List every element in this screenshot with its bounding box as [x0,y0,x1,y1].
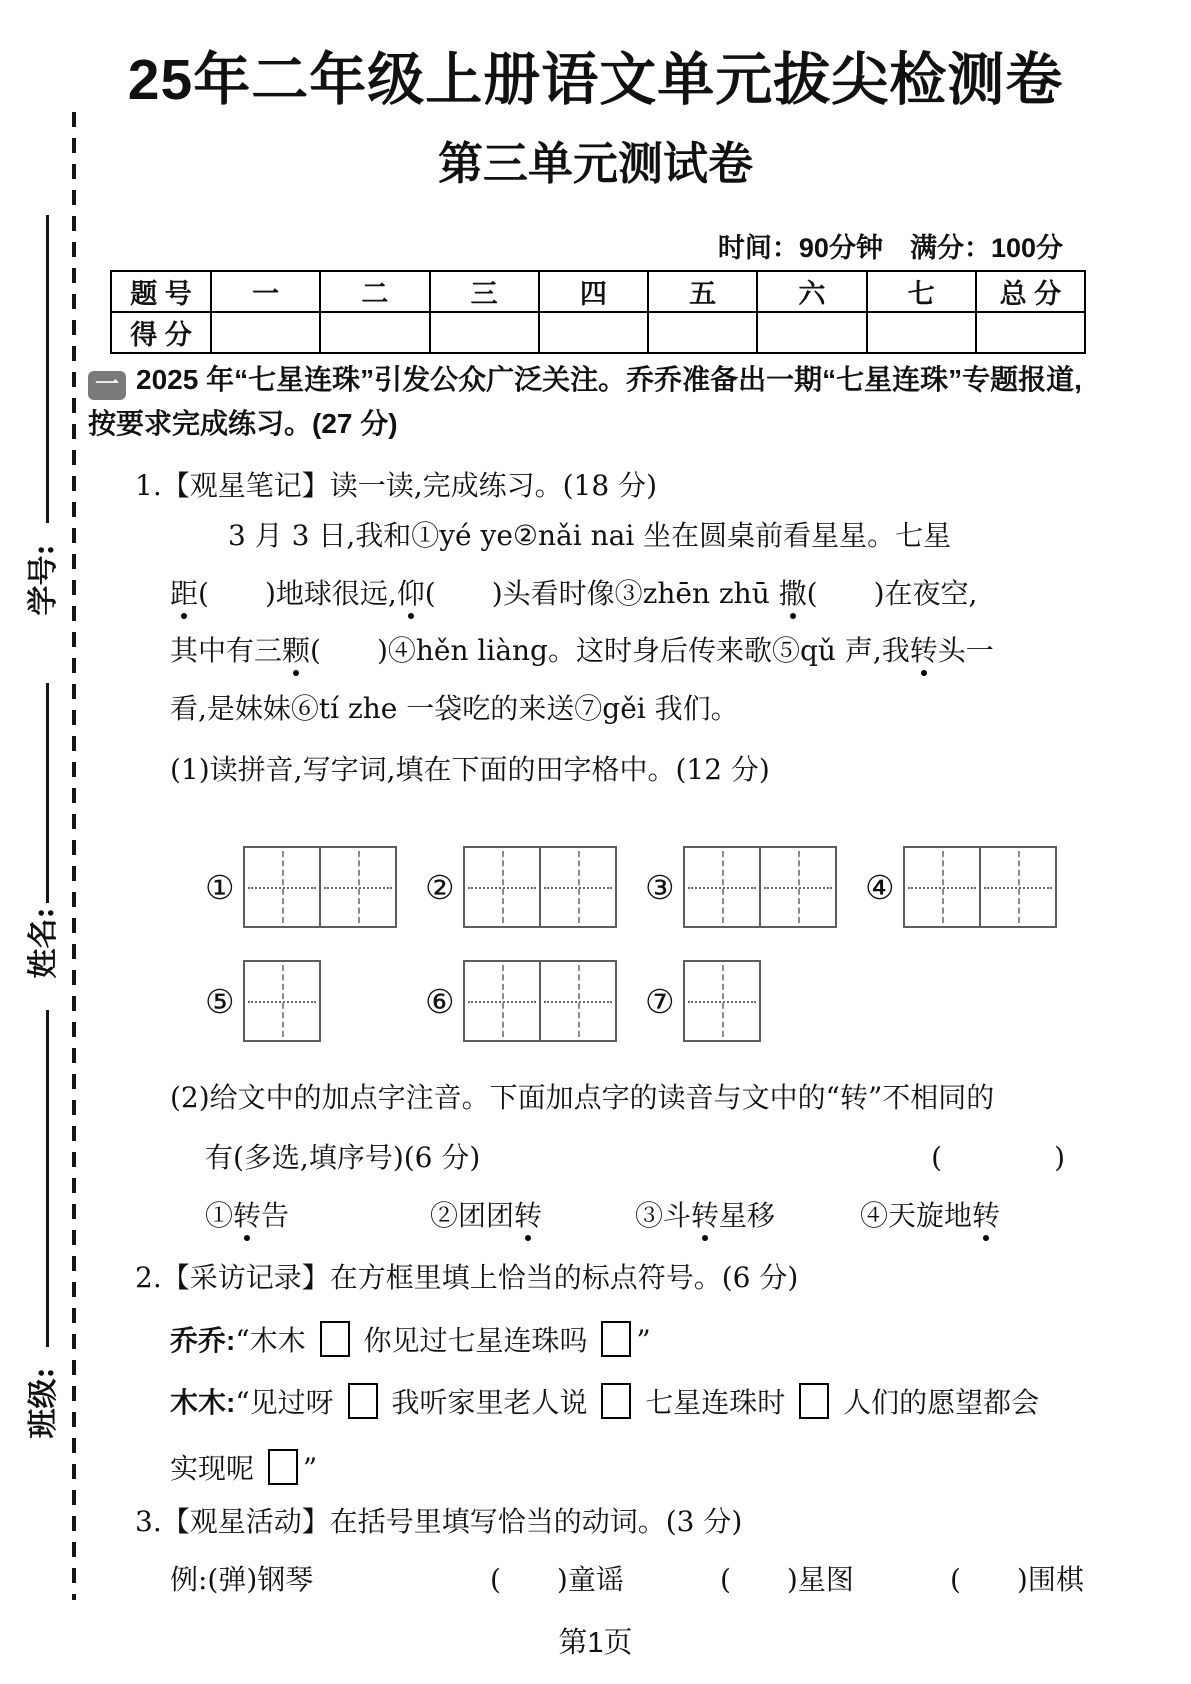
option-4: ④天旋地转 [860,1199,1001,1232]
score-cell[interactable] [211,312,320,353]
q1-sub2-options [205,1196,1085,1236]
q3-stem: 3.【观星活动】在括号里填写恰当的动词。(3 分) [135,1505,743,1538]
score-col-2: 二 [320,271,429,312]
grid-label-3: ③ [645,867,675,907]
page-number: 第1页 [558,1627,633,1659]
tianzige-group-3 [645,846,865,928]
student-id-write-line[interactable] [46,215,49,523]
q2-stem: 2.【采访记录】在方框里填上恰当的标点符号。(6 分) [135,1261,799,1294]
page-title: 25年二年级上册语文单元拔尖检测卷 [127,48,1064,112]
score-table-row2-label: 得 分 [111,312,211,353]
q1-sub1-stem: (1)读拼音,写字词,填在下面的田字格中。(12 分) [170,753,770,786]
score-table-row1-label: 题 号 [111,271,211,312]
score-cell[interactable] [757,312,866,353]
grid-label-6: ⑥ [425,981,455,1021]
punctuation-box[interactable] [268,1449,298,1485]
class-write-line[interactable] [46,1010,49,1347]
score-col-total: 总 分 [976,271,1085,312]
name-write-line[interactable] [46,683,49,903]
tianzige-cell[interactable] [539,960,617,1042]
q2-dialog-mumu [170,1382,1085,1424]
page-subtitle: 第三单元测试卷 [437,138,753,189]
class-label: 班级: [26,1367,61,1439]
q1-sub2-stem-line2-text: 有(多选,填序号)(6 分) [205,1141,481,1174]
score-cell[interactable] [976,312,1085,353]
q2-dialog-qiaoqiao-text: “木木 你见过七星连珠吗 ” [235,1324,650,1357]
tianzige-cell[interactable] [903,846,981,928]
section-one-intro: 2025 年“七星连珠”引发公众广泛关注。乔乔准备出一期“七星连珠”专题报道,按要求完成练习。(27 分) [88,364,1082,439]
q2-dialog-mumu-continued: 实现呢 ” [170,1448,1085,1490]
q1-passage-line-2: 距( )地球很远,仰( )头看时像③zhēn zhū 撒( )在夜空, [170,577,978,610]
score-col-3: 三 [430,271,539,312]
punctuation-box[interactable] [601,1321,631,1357]
speaker-qiaoqiao: 乔乔: [170,1325,236,1356]
tianzige-cell[interactable] [683,960,761,1042]
option-1: ①转告 [205,1199,290,1232]
tianzige-group-1 [205,846,425,928]
tianzige-group-7 [645,960,761,1042]
score-cell[interactable] [867,312,976,353]
speaker-mumu: 木木: [170,1387,236,1418]
punctuation-box[interactable] [799,1383,829,1419]
grid-label-5: ⑤ [205,981,235,1021]
score-col-4: 四 [539,271,648,312]
option-2: ②团团转 [430,1199,543,1232]
grid-label-1: ① [205,867,235,907]
tianzige-cell[interactable] [243,960,321,1042]
time-score-info: 时间：90分钟 满分：100分 [717,233,1063,263]
q3-item-1[interactable]: ( )童谣 [490,1563,624,1596]
score-table-score-row [111,312,1085,353]
name-label: 姓名: [26,907,61,979]
tianzige-cell[interactable] [463,846,541,928]
tianzige-cell[interactable] [759,846,837,928]
q1-sub2-stem-line2 [205,1138,1065,1178]
tianzige-row-2 [205,960,761,1042]
score-table [110,270,1086,354]
q1-sub2-answer-blank[interactable]: ( ) [931,1141,1065,1174]
score-col-5: 五 [648,271,757,312]
q3-item-2[interactable]: ( )星图 [720,1563,854,1596]
tianzige-cell[interactable] [319,846,397,928]
q3-items-row [170,1560,1095,1600]
score-table-header-row [111,271,1085,312]
score-cell[interactable] [320,312,429,353]
punctuation-box[interactable] [601,1383,631,1419]
q1-passage-line-3: 其中有三颗( )④hěn liàng。这时身后传来歌⑤qǔ 声,我转头一 [170,634,994,667]
dashed-cut-line [72,112,76,1600]
tianzige-cell[interactable] [683,846,761,928]
punctuation-box[interactable] [320,1321,350,1357]
tianzige-group-2 [425,846,645,928]
score-cell[interactable] [430,312,539,353]
q2-dialog-qiaoqiao [170,1320,1085,1362]
score-col-6: 六 [757,271,866,312]
score-col-7: 七 [867,271,976,312]
q1-sub2-stem-line1: (2)给文中的加点字注音。下面加点字的读音与文中的“转”不相同的 [170,1081,995,1114]
tianzige-group-6 [425,960,645,1042]
score-col-1: 一 [211,271,320,312]
tianzige-cell[interactable] [463,960,541,1042]
tianzige-cell[interactable] [539,846,617,928]
tianzige-row-1 [205,846,1057,928]
grid-label-4: ④ [865,867,895,907]
student-id-label: 学号: [26,544,61,616]
q2-dialog-mumu-text: “见过呀 我听家里老人说 七星连珠时 人们的愿望都会 [235,1386,1039,1419]
tianzige-cell[interactable] [979,846,1057,928]
option-3: ③斗转星移 [635,1199,776,1232]
tianzige-group-5 [205,960,425,1042]
score-cell[interactable] [648,312,757,353]
tianzige-cell[interactable] [243,846,321,928]
q3-example: 例:(弹)钢琴 [170,1563,314,1596]
punctuation-box[interactable] [348,1383,378,1419]
section-one-badge-icon: 一 [88,371,126,400]
grid-label-2: ② [425,867,455,907]
q1-stem: 1.【观星笔记】读一读,完成练习。(18 分) [135,469,657,502]
q1-passage-line-1: 3 月 3 日,我和①yé ye②nǎi nai 坐在圆桌前看星星。七星 [228,519,952,552]
grid-label-7: ⑦ [645,981,675,1021]
score-cell[interactable] [539,312,648,353]
q3-item-3[interactable]: ( )围棋 [950,1563,1084,1596]
tianzige-group-4 [865,846,1057,928]
q1-passage-line-4: 看,是妹妹⑥tí zhe 一袋吃的来送⑦gěi 我们。 [170,692,739,725]
section-one [88,358,1088,446]
